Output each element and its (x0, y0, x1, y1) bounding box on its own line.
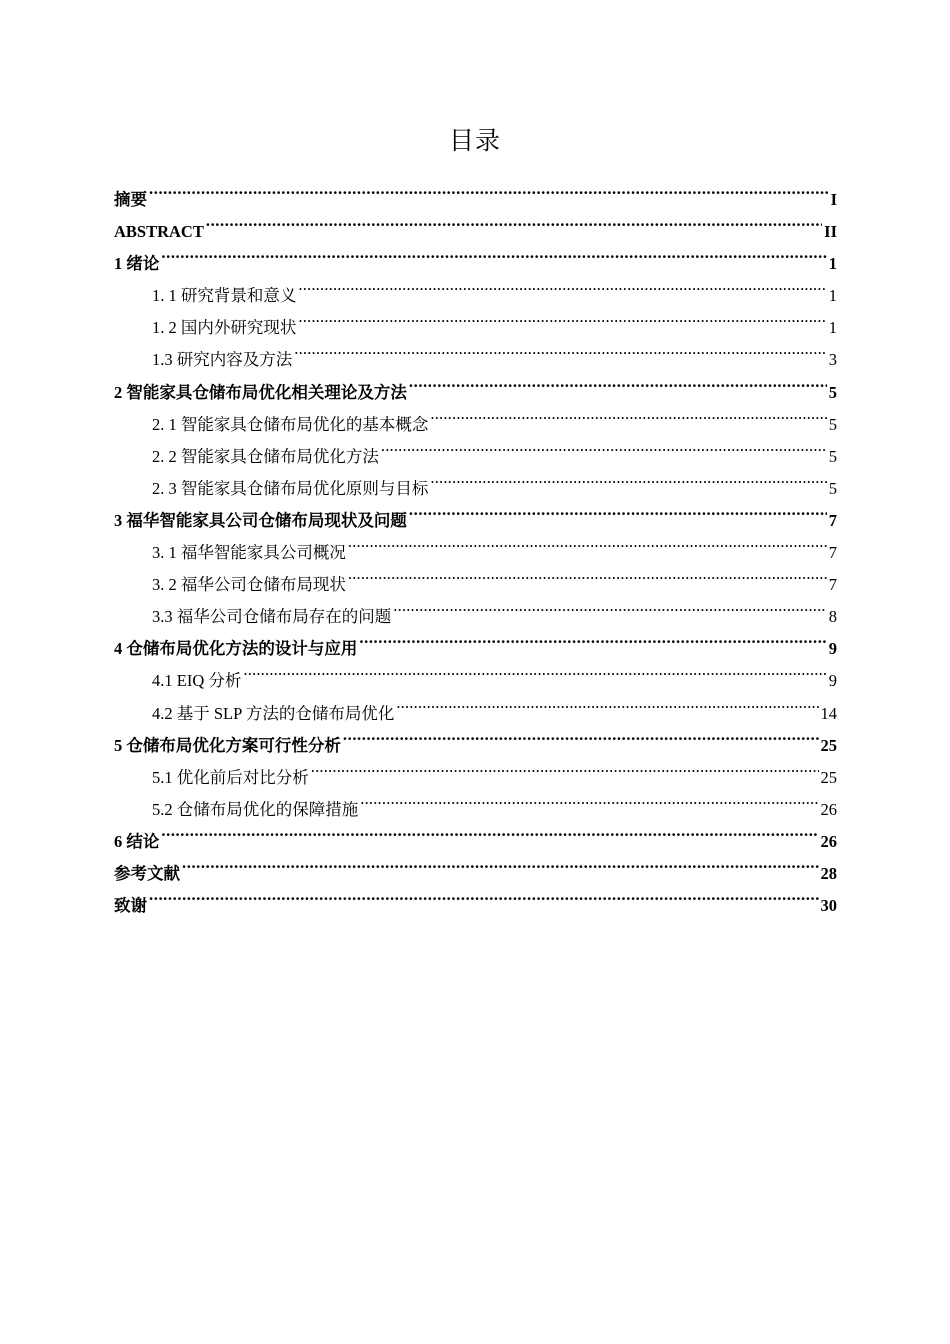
toc-entry-label: 1.3 研究内容及方法 (152, 350, 293, 370)
toc-dot-leader (311, 751, 819, 783)
toc-entry-page-number: 7 (828, 543, 837, 563)
toc-entry-label: 2. 1 智能家具仓储布局优化的基本概念 (152, 414, 429, 434)
toc-title: 目录 (448, 126, 501, 155)
toc-entry-page-number: 26 (820, 799, 837, 819)
toc-dot-leader (243, 654, 826, 686)
toc-entry-page-number: 1 (828, 286, 837, 306)
table-of-contents (114, 173, 837, 916)
toc-entry-label: 3.3 福华公司仓储布局存在的问题 (152, 607, 392, 627)
toc-dot-leader (381, 430, 827, 462)
toc-dot-leader (206, 205, 822, 237)
toc-entry-chapter[interactable] (114, 847, 837, 883)
toc-entry-page-number: 1 (828, 318, 837, 338)
toc-entry-label: 5.1 优化前后对比分析 (152, 767, 309, 787)
toc-entry-page-number: 25 (820, 735, 837, 755)
toc-entry-label: 1. 2 国内外研究现状 (152, 318, 297, 338)
toc-dot-leader (343, 719, 819, 751)
toc-entry-page-number: I (830, 190, 837, 209)
toc-dot-leader (393, 590, 827, 622)
toc-dot-leader (409, 494, 827, 526)
toc-dot-leader (396, 687, 818, 719)
toc-entry-page-number: 25 (820, 767, 837, 787)
toc-dot-leader (360, 783, 818, 815)
toc-entry-label: 2. 3 智能家具仓储布局优化原则与目标 (152, 478, 429, 498)
toc-dot-leader (294, 333, 827, 365)
toc-entry-page-number: 30 (820, 896, 837, 916)
toc-entry-chapter[interactable] (114, 173, 837, 209)
toc-dot-leader (409, 366, 827, 398)
toc-dot-leader (430, 462, 826, 494)
toc-entry-page-number: 3 (828, 350, 837, 370)
toc-entry-label: 5.2 仓储布局优化的保障措施 (152, 799, 359, 819)
toc-entry-page-number: 8 (828, 607, 837, 627)
toc-entry-label: 6 结论 (114, 831, 160, 851)
toc-dot-leader (161, 815, 818, 847)
toc-dot-leader (182, 847, 819, 879)
toc-entry-page-number: 7 (828, 575, 837, 595)
toc-entry-page-number: 9 (828, 639, 837, 659)
toc-entry-label: 摘要 (114, 190, 147, 209)
toc-entry-label: 2. 2 智能家具仓储布局优化方法 (152, 446, 379, 466)
toc-entry-page-number: 1 (828, 254, 837, 274)
toc-entry-label: ABSTRACT (114, 222, 204, 242)
toc-entry-page-number: 7 (828, 510, 837, 530)
toc-entry-chapter[interactable] (114, 879, 837, 916)
toc-dot-leader (348, 526, 827, 558)
toc-dot-leader (348, 558, 827, 590)
toc-entry-label: 4 仓储布局优化方法的设计与应用 (114, 639, 358, 659)
toc-dot-leader (149, 879, 819, 911)
toc-entry-label: 4.2 基于 SLP 方法的仓储布局优化 (152, 703, 395, 723)
toc-entry-section[interactable] (114, 269, 837, 306)
toc-entry-label: 3 福华智能家具公司仓储布局现状及问题 (114, 510, 407, 530)
toc-entry-page-number: 5 (828, 446, 837, 466)
toc-dot-leader (298, 269, 826, 301)
toc-entry-chapter[interactable] (114, 815, 837, 851)
toc-entry-label: 参考文献 (114, 863, 180, 883)
toc-entry-page-number: 9 (828, 671, 837, 691)
toc-dot-leader (430, 398, 826, 430)
toc-entry-label: 3. 2 福华公司仓储布局现状 (152, 575, 346, 595)
toc-entry-page-number: II (824, 222, 837, 242)
toc-entry-label: 1 绪论 (114, 254, 160, 274)
toc-dot-leader (298, 301, 826, 333)
toc-entry-page-number: 5 (828, 478, 837, 498)
toc-entry-label: 4.1 EIQ 分析 (152, 671, 242, 691)
toc-entry-page-number: 26 (820, 831, 837, 851)
toc-dot-leader (149, 173, 829, 205)
toc-entry-label: 致谢 (114, 896, 147, 916)
toc-entry-label: 2 智能家具仓储布局优化相关理论及方法 (114, 382, 407, 402)
toc-entry-page-number: 28 (820, 863, 837, 883)
toc-dot-leader (161, 237, 826, 269)
toc-entry-label: 3. 1 福华智能家具公司概况 (152, 543, 346, 563)
toc-entry-page-number: 5 (828, 414, 837, 434)
toc-entry-chapter[interactable] (114, 237, 837, 274)
toc-dot-leader (359, 622, 826, 654)
toc-entry-label: 5 仓储布局优化方案可行性分析 (114, 735, 341, 755)
toc-entry-label: 1. 1 研究背景和意义 (152, 286, 297, 306)
toc-entry-page-number: 5 (828, 382, 837, 402)
toc-entry-chapter[interactable] (114, 205, 837, 242)
toc-entry-page-number: 14 (820, 703, 837, 723)
